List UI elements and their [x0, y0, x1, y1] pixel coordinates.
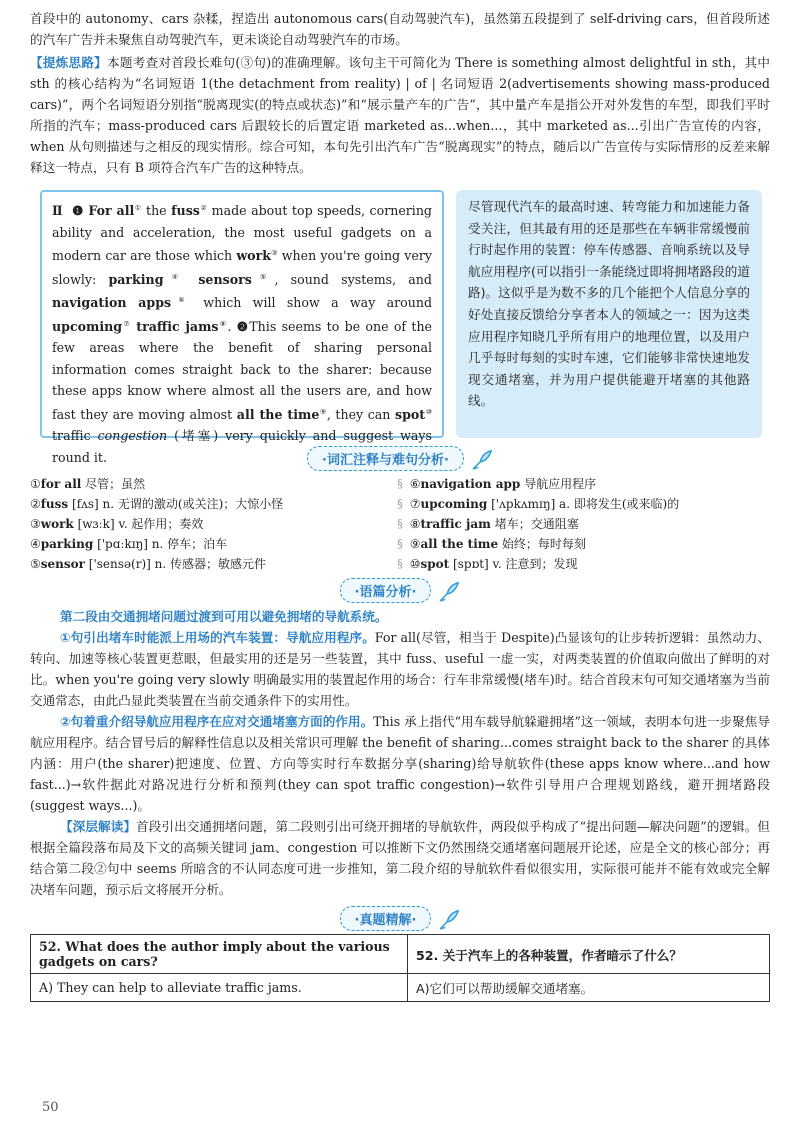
quill-icon: [471, 449, 493, 471]
analysis-heading: 第二段由交通拥堵问题过渡到可用以避免拥堵的导航系统。: [60, 609, 388, 624]
analysis-point-1: ①句引出堵车时能派上用场的汽车装置：导航应用程序。For all(尽管，相当于 Despite)凸显该句的让步转折逻辑：虽然动力、转向、加速等核心装置更惹眼，但最实用的还是另一些装置，其中 fuss、useful 一虚一实，对两类装置的价值取向做出了鲜明的对比。when you're going very slowly 明确最实用的装置起作用的场合：行车非常缓慢(堵车)时。结合首段末句可知交通堵塞为当前交通常态，由此凸显此类装置在当前交通条件下的实用性。: [30, 630, 770, 708]
tip-paragraph: [30, 52, 770, 178]
vocab-left-column: [30, 474, 390, 574]
vocab-item: ⑧traffic jam 堵车；交通阻塞: [409, 517, 579, 531]
quill-icon: [438, 909, 460, 931]
table-row: [31, 974, 770, 1002]
vocab-item: ④parking ['pɑːkɪŋ] n. 停车；泊车: [30, 537, 228, 551]
analysis-section-title: ·语篇分析·: [30, 578, 770, 600]
vocab-item: ⑦upcoming ['ʌpkʌmɪŋ] a. 即将发生(或来临)的: [409, 497, 680, 511]
vocab-item: ⑥navigation app 导航应用程序: [409, 477, 597, 491]
vocab-item: ⑩spot [spɒt] v. 注意到；发现: [409, 557, 578, 571]
sentence-marker-2: ❷: [236, 318, 250, 334]
page: [30, 8, 770, 1002]
analysis-point-2: ②句着重介绍导航应用程序在应对交通堵塞方面的作用。This 承上指代“用车载导航躲避拥堵”这一领域，表明本句进一步聚焦导航应用程序。结合冒号后的解释性信息以及相关常识可理解 the benefit of sharing...comes straight back to the sharer 的具体内涵：用户(the sharer)把速度、位置、方向等实时行车数据分享(sharing)给导航软件(these apps know where...and how fast...)→软件据此对路况进行分析和预判(they can spot traffic congestion)→软件引导用户合理规划路线，避开拥堵路段(suggest ways...)。: [30, 714, 770, 813]
vocab-divider: § § § § §: [397, 477, 403, 570]
quiz-table: [30, 934, 770, 1002]
vocab-item: ②fuss [fʌs] n. 无谓的激动(或关注)；大惊小怪: [30, 497, 284, 511]
question-english: 52. What does the author imply about the various gadgets on cars?: [31, 935, 408, 974]
tip-text: 本题考查对首段长难句(③句)的准确理解。该句主干可简化为 There is something almost delightful in sth，其中 sth 的核心结构为“名词短语 1(the detachment from reality) | of | 名词短语 2(advertisements showing mass-produced cars)”，两个名词短语分别指“脱离现实(的特点或状态)”和“展示量产车的广告”，其中量产车是指公开对外发售的车型，即我们平时所指的汽车；mass-produced cars 后跟较长的后置定语 marketed as...when...，其中 marketed as...引出广告宣传的内容，when 从句则描述与之相反的现实情形。综合可知，本句先引出汽车广告“脱离现实”的特点，随后以广告宣传与实际情形的反差来解释这一特点，只有 B 项符合汽车广告的这种特点。: [30, 55, 770, 175]
deep-reading: 【深层解读】首段引出交通拥堵问题，第二段则引出可绕开拥堵的导航软件，两段似乎构成了“提出问题—解决问题”的逻辑。但根据全篇段落布局及下文的高频关键词 jam、congestion 可以推断下文仍然围绕交通堵塞问题展开论述，应是全文的核心部分；再结合第二段②句中 seems 所暗含的不认同态度可进一步推知，第二段介绍的导航软件看似很实用，实际很可能并不能有效或完全解决堵车问题，预示后文将展开分析。: [30, 819, 770, 897]
vocab-section-title: ·词汇注释与难句分析·: [30, 446, 770, 468]
passage-english: Ⅱ ❶ For all① the fuss② made about top speeds, cornering ability and acceleration, the most useful gadgets on a modern car are those which work③ when you're going very slowly: parking④ sensors⑤, sound systems, and navigation apps⑥ which will show a way around upcoming⑦ traffic jams⑧. ❷This seems to be one of the few areas where the benefit of sharing personal information comes straight back to the sharer: because these apps know where almost all the users are, and how fast they are moving almost all the time⑨, they can spot⑩ traffic congestion (堵塞) very quickly and suggest ways round it.: [40, 190, 444, 438]
sentence-marker-1: ❶: [72, 203, 84, 219]
answer-chinese: A)它们可以帮助缓解交通堵塞。: [408, 974, 770, 1002]
question-chinese: 52. 关于汽车上的各种装置，作者暗示了什么？: [408, 935, 770, 974]
page-number: 50: [42, 1100, 59, 1115]
passage-chinese: 尽管现代汽车的最高时速、转弯能力和加速能力备受关注，但其最有用的还是那些在车辆非常缓慢前行时起作用的装置：停车传感器、音响系统以及导航应用程序(可以指引一条能绕过即将拥堵路段的道路)。这似乎是为数不多的几个能把个人信息分享的好处直接反馈给分享者本人的领域之一：因为这类应用程序知晓几乎所有用户的地理位置，以及用户几乎每时每刻的实时车速，它们能够非常快速地发现交通堵塞，并为用户提供能避开堵塞的其他路线。: [456, 190, 762, 438]
vocab-item: ③work [wɜːk] v. 起作用；奏效: [30, 517, 204, 531]
answer-english: A) They can help to alleviate traffic jams.: [31, 974, 408, 1002]
quill-icon: [438, 581, 460, 603]
intro-paragraph: 首段中的 autonomy、cars 杂糅，捏造出 autonomous cars(自动驾驶汽车)，虽然第五段提到了 self-driving cars，但首段所述的汽车广告并未聚焦自动驾驶汽车，更未谈论自动驾驶汽车的市场。: [30, 11, 770, 47]
tip-label: 【提炼思路】: [30, 55, 108, 70]
vocab-item: ⑤sensor ['sensə(r)] n. 传感器；敏感元件: [30, 557, 266, 571]
vocab-item: ⑨all the time 始终；每时每刻: [409, 537, 586, 551]
table-row: [31, 935, 770, 974]
vocab-item: ①for all 尽管；虽然: [30, 477, 146, 491]
vocab-list: [30, 474, 770, 574]
quiz-section-title: ·真题精解·: [30, 906, 770, 928]
vocab-right-column: [410, 474, 770, 574]
